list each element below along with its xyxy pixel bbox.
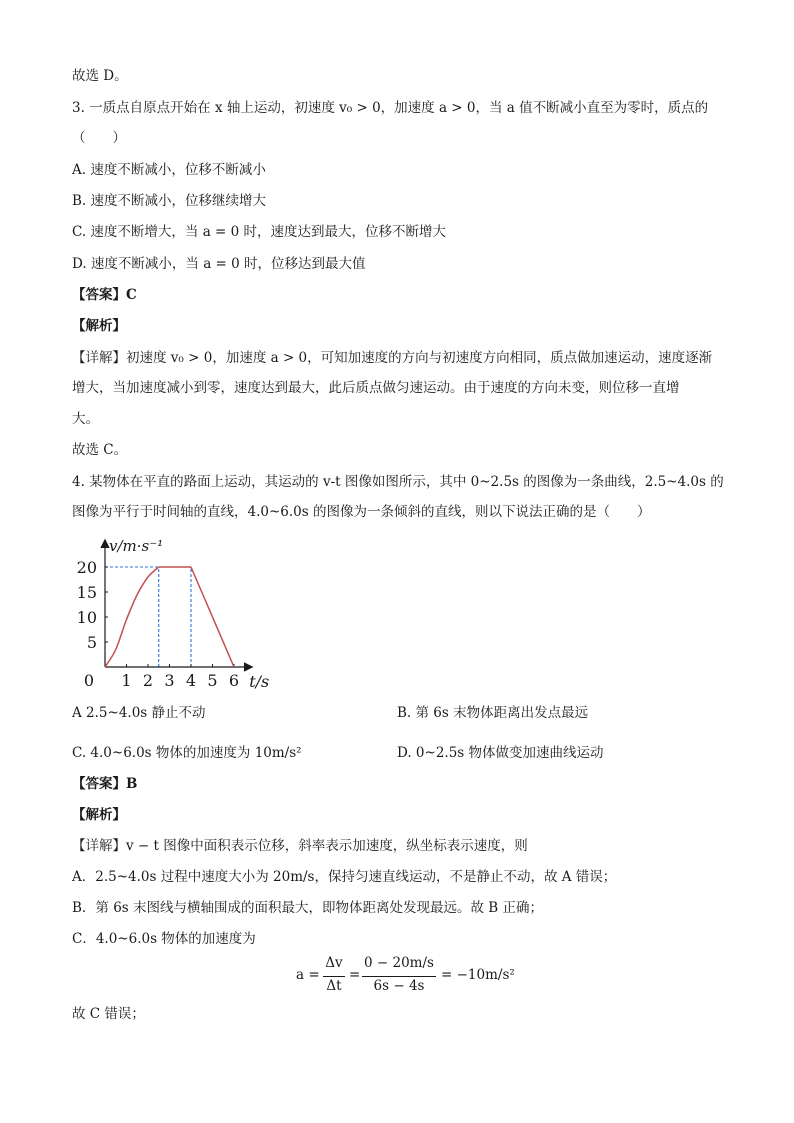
explanation-line: 【详解】初速度 v₀ > 0，加速度 a > 0，可知加速度的方向与初速度方向相同，质点做加速运动，速度逐渐 [72,350,713,366]
question-3-blank: （ ） [72,130,126,146]
text-line: 故选 D。 [72,68,128,84]
option-c: C. 速度不断增大，当 a = 0 时，速度达到最大，位移不断增大 [72,224,447,240]
acceleration-equation [296,955,516,999]
fraction-numerator: Δv [325,955,343,971]
explanation-line: 【详解】v − t 图像中面积表示位移，斜率表示加速度，纵坐标表示速度，则 [72,838,528,854]
x-tick-label: 5 [207,671,218,690]
y-tick-label: 5 [86,633,97,652]
y-tick-label: 10 [76,608,97,627]
option-a: A 2.5~4.0s 静止不动 [72,705,206,721]
y-axis-label: v/m·s⁻¹ [109,537,164,555]
answer-label: 【答案】B [72,776,138,792]
option-d: D. 0~2.5s 物体做变加速曲线运动 [397,745,604,761]
text-line: 故选 C。 [72,442,128,458]
explanation-line: A．2.5~4.0s 过程中速度大小为 20m/s，保持匀速直线运动，不是静止不动，故 A 错误； [72,869,617,885]
fraction-bar [323,976,345,977]
series-curve [105,567,159,667]
equation-result: = −10m/s² [441,967,515,983]
x-tick-label: 3 [164,671,175,690]
analysis-label: 【解析】 [72,807,126,823]
option-d: D. 速度不断减小，当 a = 0 时，位移达到最大值 [72,256,366,272]
x-tick-label: 6 [228,671,240,690]
answer-label: 【答案】C [72,287,137,303]
fraction-denominator: 6s − 4s [373,978,425,994]
option-c: C. 4.0~6.0s 物体的加速度为 10m/s² [72,745,302,761]
question-3-stem: 3. 一质点自原点开始在 x 轴上运动，初速度 v₀ > 0，加速度 a > 0，当 a 值不断减小直至为零时，质点的 [72,100,709,116]
fraction-bar [362,976,436,977]
y-tick-label: 15 [76,583,97,602]
x-tick-label: 2 [142,671,154,690]
option-a: A. 速度不断减小，位移不断减小 [72,162,266,178]
explanation-line: B．第 6s 末图线与横轴围成的面积最大，即物体距离处发现最远。故 B 正确； [72,900,544,916]
text-line: 故 C 错误； [72,1006,145,1022]
question-4-stem: 4. 某物体在平直的路面上运动，其运动的 v-t 图像如图所示，其中 0~2.5s 的图像为一条曲线，2.5~4.0s 的 [72,474,724,490]
explanation-line: C．4.0~6.0s 物体的加速度为 [72,931,256,947]
origin-label: 0 [83,671,95,690]
explanation-line: 大。 [72,411,99,427]
x-tick-label: 1 [121,671,132,690]
fraction-denominator: Δt [326,978,342,994]
x-axis-label: t/s [249,672,270,691]
question-4-stem: 图像为平行于时间轴的直线，4.0~6.0s 的图像为一条倾斜的直线，则以下说法正确的是（ ） [72,504,651,520]
x-tick-label: 4 [185,671,197,690]
y-tick-label: 20 [76,558,97,577]
equation-lhs: a = [296,967,320,983]
vt-graph [72,533,272,693]
analysis-label: 【解析】 [72,318,126,334]
series-decline [191,567,234,667]
explanation-line: 增大，当加速度减小到零，速度达到最大，此后质点做匀速运动。由于速度的方向未变，则位移一直增 [72,380,680,396]
equals-sign: = [349,967,361,983]
fraction-numerator: 0 − 20m/s [364,955,434,971]
option-b: B. 第 6s 末物体距离出发点最远 [397,705,589,721]
option-b: B. 速度不断减小，位移继续增大 [72,193,267,209]
